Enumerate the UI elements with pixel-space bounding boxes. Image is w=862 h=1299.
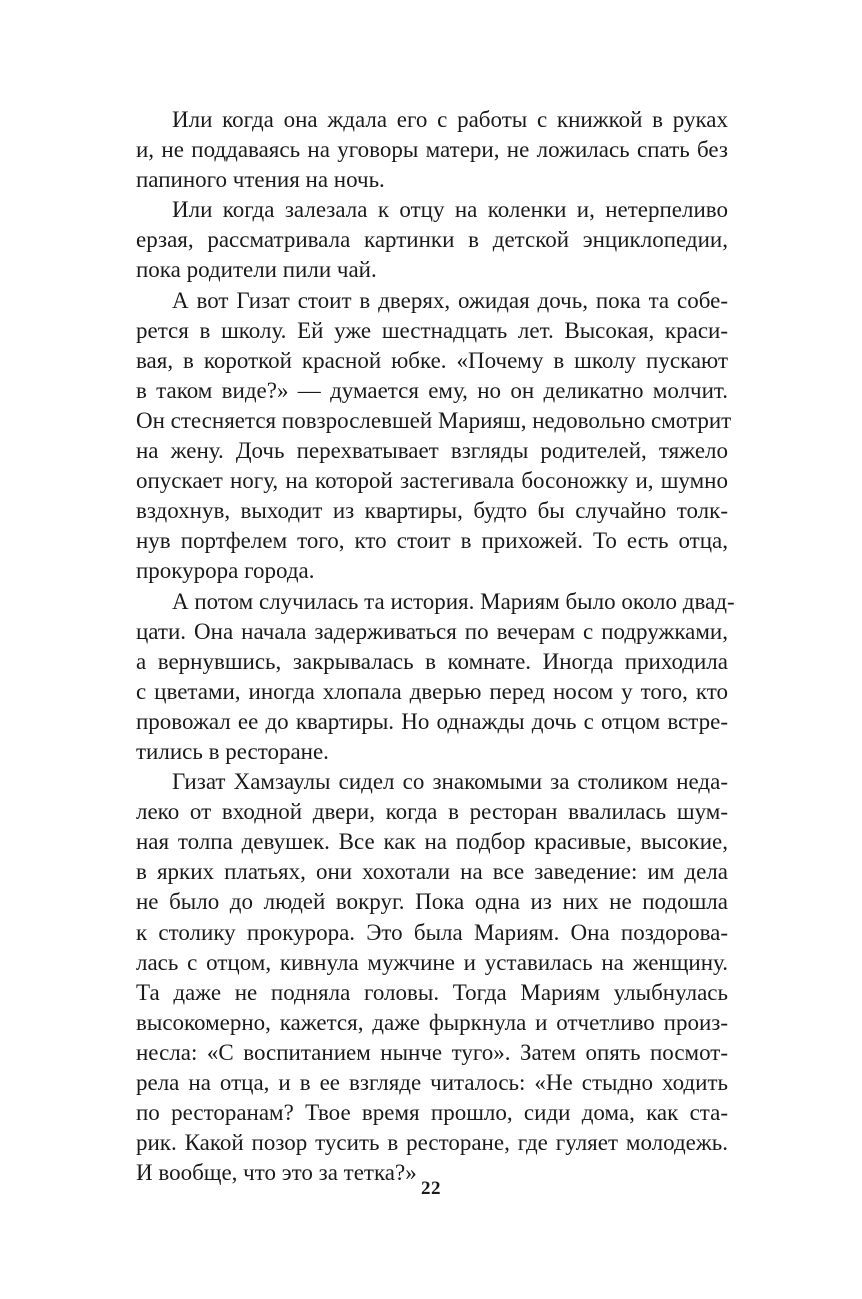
body-text — [136, 105, 735, 1188]
text-line: с цветами, иногда хлопала дверью перед носом у того, кто — [136, 678, 728, 704]
text-line: леко от входной двери, когда в ресторан ввалилась шум- — [136, 799, 728, 825]
paragraph — [136, 587, 735, 768]
text-line: Или когда залезала к отцу на коленки и, нетерпеливо — [172, 197, 728, 223]
text-line: опускает ногу, на которой застегивала босоножку и, шумно — [136, 468, 728, 494]
text-line: прокурора города. — [136, 558, 315, 584]
text-line: в ярких платьях, они хохотали на все заведение: им дела — [136, 859, 728, 885]
text-line: к столику прокурора. Это была Мариям. Она поздорова- — [136, 919, 728, 945]
text-line: А потом случилась та история. Мариям было около двад- — [172, 588, 735, 614]
text-line: а вернувшись, закрывалась в комнате. Иногда приходила — [136, 648, 728, 674]
text-line: пока родители пили чай. — [136, 257, 377, 283]
page-number: 22 — [421, 1178, 441, 1199]
text-line: в таком виде?» — думается ему, но он деликатно молчит. — [136, 377, 728, 403]
paragraph — [136, 195, 728, 285]
text-line: тились в ресторане. — [136, 738, 329, 764]
text-line: папиного чтения на ночь. — [136, 167, 385, 193]
text-line: нув портфелем того, кто стоит в прихожей. То есть отца, — [136, 528, 728, 554]
text-line: рется в школу. Ей уже шестнадцать лет. Высокая, краси- — [136, 317, 728, 343]
text-line: лась с отцом, кивнула мужчине и уставилась на женщину. — [136, 949, 728, 975]
text-line: несла: «С воспитанием нынче туго». Затем опять посмот- — [136, 1039, 728, 1065]
paragraph — [136, 767, 728, 1188]
text-line: Он стесняется повзрослевшей Марияш, недовольно смотрит — [136, 407, 732, 433]
text-line: рела на отца, и в ее взгляде читалось: «Не стыдно ходить — [136, 1070, 728, 1095]
paragraph — [136, 105, 728, 195]
text-line: на жену. Дочь перехватывает взгляды родителей, тяжело — [136, 438, 728, 464]
text-line: не было до людей вокруг. Пока одна из них не подошла — [136, 889, 728, 915]
text-line: Гизат Хамзаулы сидел со знакомыми за столиком неда- — [172, 769, 728, 795]
text-line: Та даже не подняла головы. Тогда Мариям улыбнулась — [136, 979, 728, 1005]
paragraph — [136, 286, 732, 587]
text-line: ная толпа девушек. Все как на подбор красивые, высокие, — [136, 829, 728, 855]
text-line: ерзая, рассматривала картинки в детской энциклопедии, — [136, 227, 728, 253]
text-line: цати. Она начала задерживаться по вечерам с подружками, — [136, 618, 728, 644]
text-line: И вообще, что это за тетка?» — [136, 1160, 417, 1186]
text-line: вая, в короткой красной юбке. «Почему в школу пускают — [136, 347, 728, 373]
text-line: А вот Гизат стоит в дверях, ожидая дочь, пока та собе- — [172, 287, 728, 313]
text-line: провожал ее до квартиры. Но однажды дочь с отцом встре- — [136, 708, 728, 734]
text-line: вздохнув, выходит из квартиры, будто бы случайно толк- — [136, 498, 728, 524]
text-line: рик. Какой позор тусить в ресторане, где гуляет молодежь. — [136, 1130, 728, 1156]
text-line: и, не поддаваясь на уговоры матери, не ложилась спать без — [136, 137, 728, 163]
text-line: Или когда она ждала его с работы с книжкой в руках — [172, 107, 728, 132]
text-line: высокомерно, кажется, даже фыркнула и отчетливо произ- — [136, 1009, 728, 1035]
text-line: по ресторанам? Твое время прошло, сиди дома, как ста- — [136, 1100, 728, 1126]
